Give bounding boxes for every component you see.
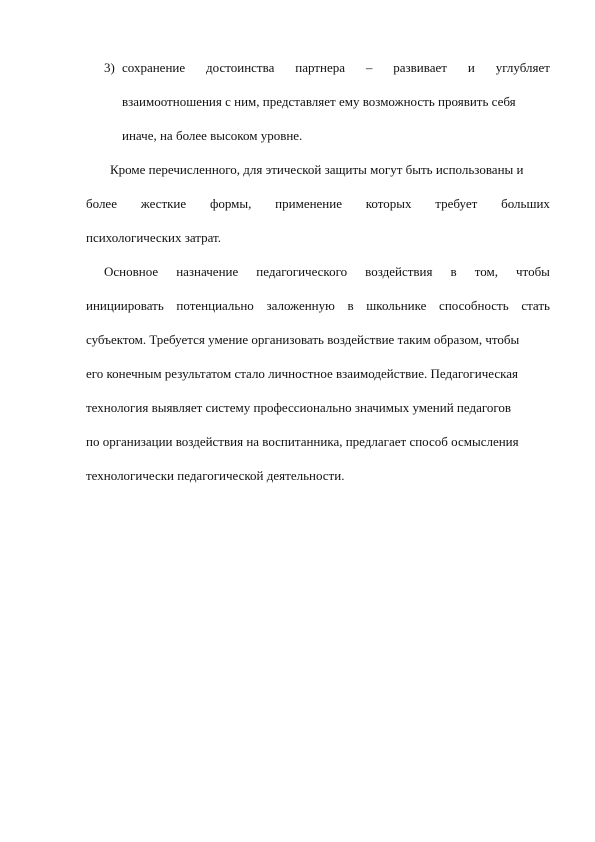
word: школьнике — [366, 298, 427, 313]
word: больших — [501, 196, 550, 211]
word: в — [347, 298, 354, 313]
text-line: психологических затрат. — [86, 230, 222, 245]
text-line: взаимоотношения с ним, представляет ему возможность проявить себя — [122, 94, 516, 109]
word: требует — [435, 196, 478, 211]
word: потенциально — [176, 298, 254, 313]
word: применение — [275, 196, 342, 211]
word: том, — [474, 264, 498, 279]
word: формы, — [209, 196, 252, 211]
word: стать — [521, 298, 550, 313]
word: воздействия — [365, 264, 433, 279]
word: партнера — [295, 60, 345, 75]
word: и — [467, 60, 475, 75]
word: развивает — [393, 60, 447, 75]
word: достоинства — [206, 60, 275, 75]
text-line — [86, 196, 550, 212]
text-line — [86, 298, 550, 314]
word: углубляет — [495, 60, 550, 75]
list-item-number: 3) — [104, 60, 115, 75]
word: более — [86, 196, 117, 211]
text-line: технология выявляет систему профессионально значимых умений педагогов — [86, 400, 512, 415]
text-line: его конечным результатом стало личностное взаимодействие. Педагогическая — [86, 366, 518, 381]
word: – — [365, 60, 373, 75]
word: которых — [365, 196, 412, 211]
word: способность — [439, 298, 509, 313]
word: сохранение — [122, 60, 186, 75]
text-line: по организации воздействия на воспитанника, предлагает способ осмысления — [86, 434, 519, 449]
text-line: субъектом. Требуется умение организовать воздействие таким образом, чтобы — [86, 332, 520, 347]
word: в — [450, 264, 457, 279]
text-line: Кроме перечисленного, для этической защиты могут быть использованы и — [110, 162, 524, 177]
word: заложенную — [266, 298, 335, 313]
text-line — [122, 60, 550, 76]
text-line: технологически педагогической деятельности. — [86, 468, 345, 483]
text-line: иначе, на более высоком уровне. — [122, 128, 303, 143]
word: назначение — [176, 264, 239, 279]
text-line — [104, 264, 550, 280]
word: инициировать — [86, 298, 164, 313]
word: чтобы — [516, 264, 550, 279]
word: педагогического — [256, 264, 348, 279]
word: Основное — [104, 264, 159, 279]
word: жесткие — [140, 196, 187, 211]
